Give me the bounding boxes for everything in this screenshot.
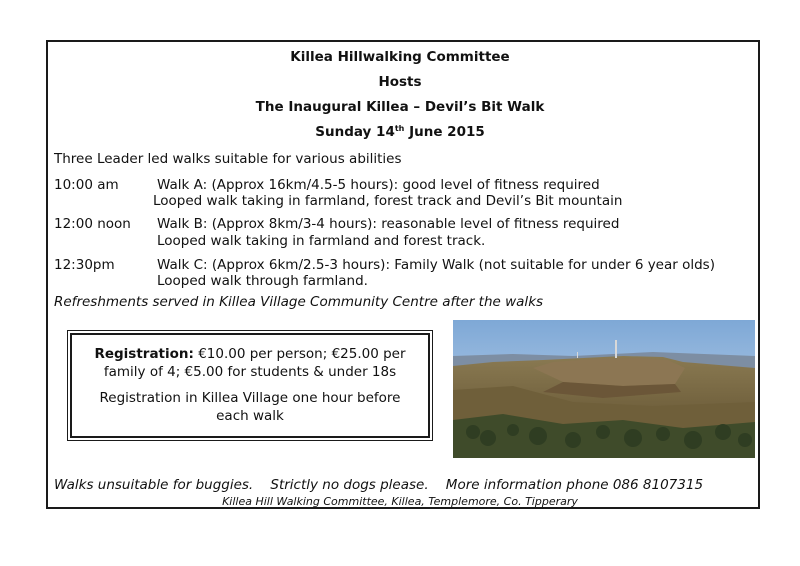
registration-box (70, 333, 430, 438)
walk-a-route: Looped walk taking in farmland, forest track and Devil’s Bit mountain (153, 193, 623, 209)
devils-bit-photo (453, 320, 755, 458)
registration-label: Registration: (94, 346, 194, 362)
walk-c-route: Looped walk through farmland. (157, 273, 368, 289)
intro-text: Three Leader led walks suitable for various abilities (54, 151, 402, 167)
walk-a-description: Walk A: (Approx 16km/4.5-5 hours): good level of fitness required (157, 177, 600, 193)
date-month-year: June 2015 (404, 124, 485, 140)
registration-fees (82, 345, 418, 381)
registration-prices: €10.00 per person; €25.00 per family of 4; €5.00 for students & under 18s (103, 346, 406, 380)
event-title: The Inaugural Killea – Devil’s Bit Walk (255, 99, 545, 115)
walk-b-route: Looped walk taking in farmland and forest track. (157, 233, 486, 249)
org-title: Killea Hillwalking Committee (290, 49, 510, 65)
mountain-landscape-image (453, 320, 755, 458)
event-date (0, 124, 800, 140)
walk-c-description: Walk C: (Approx 6km/2.5-3 hours): Family Walk (not suitable for under 6 year olds) (157, 257, 715, 273)
walk-c-time: 12:30pm (54, 257, 115, 273)
walk-rules-notice: Walks unsuitable for buggies. Strictly no dogs please. More information phone 086 8107315 (54, 477, 704, 493)
walk-b-description: Walk B: (Approx 8km/3-4 hours): reasonable level of fitness required (157, 216, 620, 232)
hosts-label: Hosts (378, 74, 422, 90)
date-day: Sunday 14 (315, 124, 395, 140)
registration-note: Registration in Killea Village one hour before each walk (99, 390, 401, 424)
walk-b-time: 12:00 noon (54, 216, 131, 232)
footer-address: Killea Hill Walking Committee, Killea, Templemore, Co. Tipperary (222, 495, 578, 508)
date-ordinal: th (394, 124, 405, 133)
refreshments-note: Refreshments served in Killea Village Community Centre after the walks (54, 294, 544, 310)
walk-a-time: 10:00 am (54, 177, 119, 193)
